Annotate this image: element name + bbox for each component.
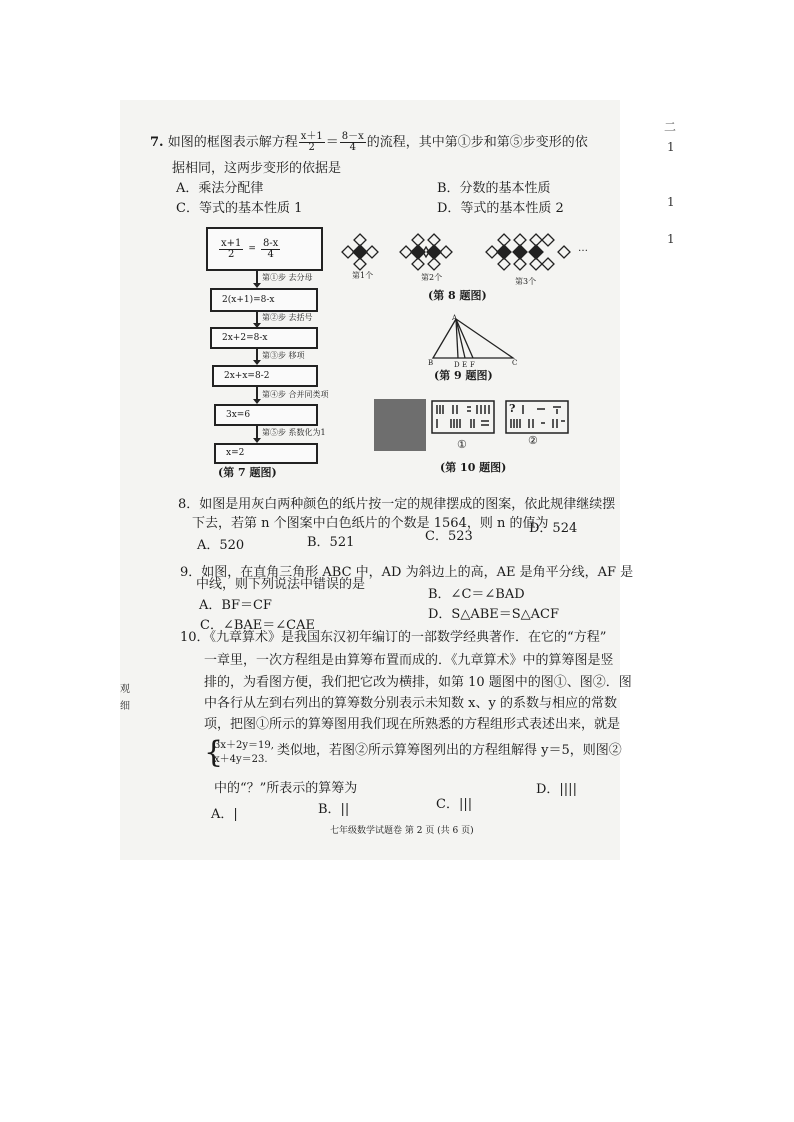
q7-equals: ＝ bbox=[325, 135, 339, 150]
fig8-ellipsis: … bbox=[578, 243, 588, 254]
fig9-point-d: D bbox=[454, 361, 460, 369]
edge-right-0: 二 bbox=[664, 120, 677, 134]
q10-option-d: D．|||| bbox=[536, 782, 577, 797]
pattern-1 bbox=[342, 234, 378, 270]
q8-option-a: A．520 bbox=[197, 538, 245, 553]
flow-arrow-1 bbox=[256, 271, 258, 284]
q10-line2: 一章里，一次方程组是由算筹布置而成的．《九章算术》中的算筹图是竖 bbox=[204, 653, 614, 668]
flow-box-1: 2(x+1)=8-x bbox=[210, 288, 318, 312]
q7-line1 bbox=[150, 132, 588, 153]
q10-option-a: A．| bbox=[211, 807, 238, 822]
edge-left-1: 细 bbox=[120, 701, 130, 712]
fig9-point-f: F bbox=[470, 361, 475, 369]
flow-box-2: 2x+2=8-x bbox=[210, 327, 318, 349]
fig10-dark-photo bbox=[374, 399, 426, 451]
q7-option-c: C．等式的基本性质 1 bbox=[176, 201, 303, 216]
fig10-label-2: ② bbox=[528, 434, 538, 447]
q10-line3: 排的，为看图方便，我们把它改为横排，如第 10 题图中的图①、图②．图 bbox=[204, 675, 632, 690]
flow-step-5: 第⑤步 系数化为1 bbox=[262, 428, 326, 437]
q9-option-a: A．BF＝CF bbox=[199, 598, 272, 613]
pattern-3 bbox=[486, 234, 570, 270]
q8-line1: 8．如图是用灰白两种颜色的纸片按一定的规律摆成的图案，依此规律继续摆 bbox=[178, 497, 616, 512]
fig9-caption: (第 9 题图) bbox=[434, 369, 493, 382]
edge-right-2: 1 bbox=[667, 195, 675, 209]
fig10-rods-figure-1 bbox=[431, 400, 495, 434]
q7-fraction-right: $\frac{8-x}{4}$ bbox=[341, 131, 364, 153]
q10-line4: 中各行从左到右列出的算筹数分别表示未知数 x、y 的系数与相应的常数 bbox=[204, 696, 617, 711]
q10-line1: 10．《九章算术》是我国东汉初年编订的一部数学经典著作．在它的“方程” bbox=[180, 630, 607, 645]
q10-line5: 项，把图①所示的算筹图用我们现在所熟悉的方程组形式表述出来，就是 bbox=[204, 717, 621, 732]
q10-option-c: C．||| bbox=[436, 797, 473, 812]
q10-system-eq1: 3x＋2y＝19, bbox=[214, 740, 274, 751]
q9-line2: 中线，则下列说法中错误的是 bbox=[196, 577, 366, 592]
q9-option-b: B．∠C＝∠BAD bbox=[428, 587, 525, 602]
fig8-pattern-drawing bbox=[338, 228, 608, 283]
flow-step-3: 第③步 移项 bbox=[262, 351, 305, 360]
fig9-point-c: C bbox=[512, 359, 518, 367]
q10-last-line: 中的“？”所表示的算筹为 bbox=[214, 781, 358, 796]
flow-box-5: x=2 bbox=[214, 443, 318, 464]
q10-system-eq2: x＋4y＝23. bbox=[214, 754, 268, 765]
fig10-caption: (第 10 题图) bbox=[440, 461, 507, 474]
page-footer: 七年级数学试题卷 第 2 页 (共 6 页) bbox=[330, 826, 474, 836]
q10-option-b: B．|| bbox=[318, 802, 350, 817]
flow-step-4: 第④步 合并同类项 bbox=[262, 390, 329, 399]
fig10-label-1: ① bbox=[457, 438, 467, 451]
flow-step-2: 第②步 去括号 bbox=[262, 313, 313, 322]
fig9-point-e: E bbox=[462, 361, 468, 369]
q7-option-d: D．等式的基本性质 2 bbox=[437, 201, 564, 216]
pattern-2 bbox=[400, 234, 452, 270]
flow-arrow-5 bbox=[256, 426, 258, 439]
q9-option-c: C．∠BAE＝∠CAE bbox=[200, 618, 315, 633]
q8-option-d: D．524 bbox=[529, 521, 578, 536]
edge-left-0: 观 bbox=[120, 684, 130, 695]
brace-icon: { bbox=[204, 735, 224, 770]
q7-option-b: B．分数的基本性质 bbox=[437, 181, 551, 196]
fig9-point-a: A bbox=[452, 314, 458, 322]
flow-arrow-4 bbox=[256, 387, 258, 400]
flow-box-4: 3x=6 bbox=[214, 404, 318, 426]
flow-arrow-2 bbox=[256, 312, 258, 324]
fig8-caption: (第 8 题图) bbox=[428, 289, 487, 302]
fig9-triangle-drawing bbox=[425, 313, 525, 368]
q7-text-a: 如图的框图表示解方程 bbox=[167, 135, 298, 150]
fig8-label-2: 第2个 bbox=[421, 273, 443, 282]
edge-right-1: 1 bbox=[667, 140, 675, 154]
fig8-label-3: 第3个 bbox=[515, 277, 537, 286]
q7-option-a: A．乘法分配律 bbox=[176, 181, 264, 196]
q9-line1: 9．如图，在直角三角形 ABC 中，AD 为斜边上的高，AE 是角平分线，AF 是 bbox=[180, 565, 634, 580]
flow-box-equation: $\frac{x+1}{2}$ = $\frac{8-x}{4}$ bbox=[206, 227, 323, 271]
edge-right-3: 1 bbox=[667, 232, 675, 246]
q8-option-c: C．523 bbox=[425, 529, 473, 544]
q8-line2: 下去，若第 n 个图案中白色纸片的个数是 1564，则 n 的值为 bbox=[192, 516, 549, 531]
q7-line2: 据相同，这两步变形的依据是 bbox=[172, 161, 342, 176]
fig7-caption: (第 7 题图) bbox=[218, 466, 277, 479]
flow-arrow-3 bbox=[256, 349, 258, 361]
q7-number: 7. bbox=[150, 135, 164, 150]
q10-after-system: 类似地，若图②所示算筹图列出的方程组解得 y＝5，则图② bbox=[277, 743, 622, 758]
q8-option-b: B．521 bbox=[307, 535, 355, 550]
fig10-mystery-mark: ? bbox=[509, 402, 516, 415]
fig8-label-1: 第1个 bbox=[352, 271, 374, 280]
q7-text-b: 的流程，其中第①步和第⑤步变形的依 bbox=[366, 135, 588, 150]
q7-fraction-left: $\frac{x+1}{2}$ bbox=[300, 131, 323, 153]
flow-step-1: 第①步 去分母 bbox=[262, 273, 313, 282]
fig9-point-b: B bbox=[428, 359, 434, 367]
q9-option-d: D．S△ABE＝S△ACF bbox=[428, 607, 560, 622]
flow-box-3: 2x+x=8-2 bbox=[212, 365, 318, 387]
